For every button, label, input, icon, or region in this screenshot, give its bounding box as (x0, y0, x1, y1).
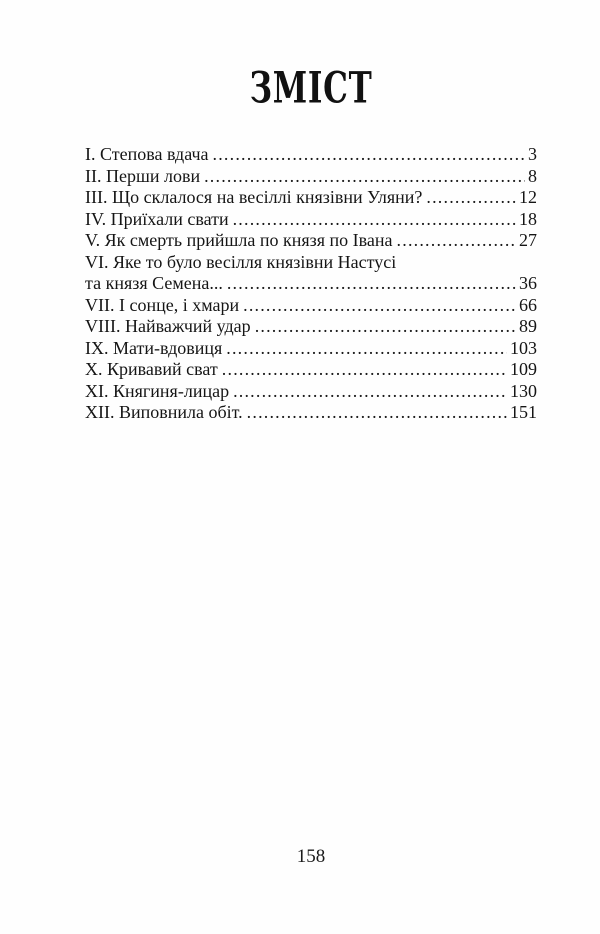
toc-entry (85, 166, 537, 188)
toc-entry-page-number: 27 (519, 230, 537, 250)
toc-entry-page-number: 36 (519, 273, 537, 293)
toc-entry-label: II. Перши лови (85, 165, 201, 186)
toc-leader-dots (204, 166, 525, 188)
toc-entry (85, 295, 537, 317)
toc-leader-dots (233, 209, 516, 231)
toc-entry-page-number: 12 (519, 187, 537, 207)
toc-entry (85, 230, 537, 252)
toc-entry (85, 187, 537, 209)
toc-entry-label: та князя Семена... (85, 273, 223, 293)
page-title (85, 62, 537, 113)
toc-entry-label: III. Що склалося на весіллі князівни Уляни? (85, 187, 423, 207)
toc-entry-label: VII. І сонце, і хмари (85, 294, 240, 315)
toc-entry-page-number: 66 (519, 294, 537, 315)
page-title-text: ЗМІСТ (249, 62, 373, 113)
toc-leader-dots (226, 338, 507, 360)
toc-entry (85, 402, 537, 424)
folio-page-number: 158 (296, 846, 326, 867)
toc-entry (85, 381, 537, 403)
toc-entry-label: X. Кривавий сват (85, 359, 218, 379)
toc-entry-label: I. Степова вдача (85, 144, 209, 164)
toc-entry-label: XI. Княгиня-лицар (85, 380, 230, 401)
toc-entry-label: V. Як смерть прийшла по князя по Івана (85, 230, 393, 250)
toc-entry (85, 316, 537, 338)
toc-entry (85, 273, 537, 295)
toc-leader-dots (426, 187, 516, 209)
toc-leader-dots (213, 144, 525, 166)
toc-leader-dots (247, 402, 507, 424)
toc-entry-page-number: 103 (510, 337, 537, 358)
toc-leader-dots (255, 316, 516, 338)
toc-list (85, 144, 537, 424)
toc-entry-label: VIII. Найважчий удар (85, 316, 251, 336)
toc-entry-page-number: 18 (519, 208, 537, 229)
toc-entry (85, 338, 537, 360)
toc-entry-page-number: 109 (510, 359, 537, 379)
toc-entry-label: XII. Виповнила обіт. (85, 402, 243, 422)
toc-entry-page-number: 89 (519, 316, 537, 336)
toc-entry-label: IV. Приїхали свати (85, 208, 229, 229)
toc-entry-label: VI. Яке то було весілля князівни Настусі (85, 251, 397, 272)
toc-entry-page-number: 8 (528, 165, 537, 186)
toc-leader-dots (227, 273, 516, 295)
toc-entry-page-number: 130 (510, 380, 537, 401)
toc-entry (85, 252, 537, 274)
toc-entry-page-number: 3 (528, 144, 537, 164)
toc-entry (85, 144, 537, 166)
toc-entry (85, 209, 537, 231)
toc-leader-dots (397, 230, 516, 252)
toc-leader-dots (243, 295, 516, 317)
toc-entry-label: IX. Мати-вдовиця (85, 337, 223, 358)
toc-entry (85, 359, 537, 381)
toc-leader-dots (222, 359, 507, 381)
toc-entry-page-number: 151 (510, 402, 537, 422)
toc-leader-dots (233, 381, 507, 403)
